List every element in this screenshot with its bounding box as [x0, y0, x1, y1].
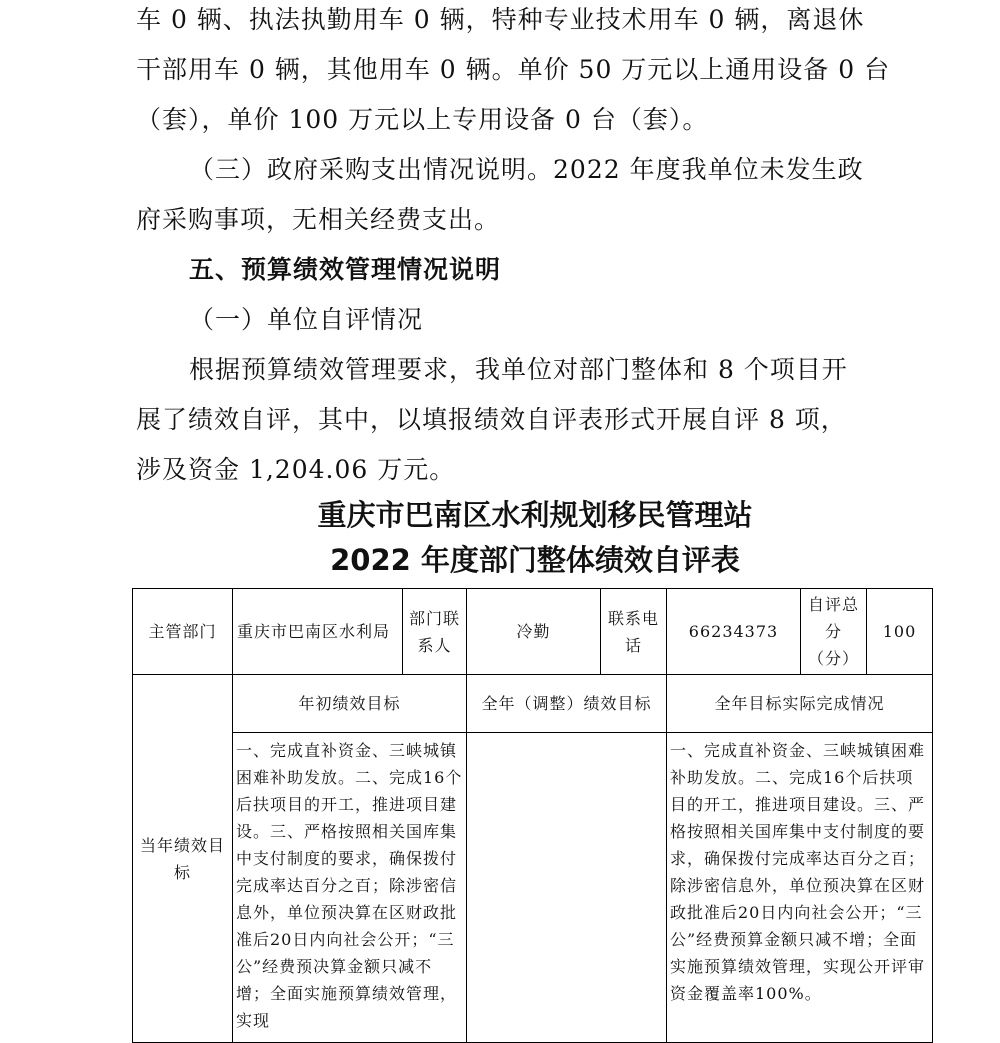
subsection-heading: （一）单位自评情况	[189, 305, 424, 334]
col-actual-header: 全年目标实际完成情况	[667, 675, 933, 733]
col-initial-header: 年初绩效目标	[233, 675, 467, 733]
paragraph-line-6: 根据预算绩效管理要求，我单位对部门整体和 8 个项目开	[189, 355, 848, 384]
dept-label-cell: 主管部门	[133, 589, 233, 675]
table-row-header	[133, 589, 933, 675]
contact-value-cell: 冷勤	[467, 589, 601, 675]
paragraph-line-2: 干部用车 0 辆，其他用车 0 辆。单价 50 万元以上通用设备 0 台	[136, 55, 891, 84]
paragraph-line-3: （套），单价 100 万元以上专用设备 0 台（套）。	[136, 105, 709, 134]
dept-value-cell: 重庆市巴南区水利局	[233, 589, 403, 675]
actual-completion-cell: 一、完成直补资金、三峡城镇困难补助发放。二、完成16个后扶项目的开工，推进项目建设。三、严格按照相关国库集中支付制度的要求，确保拨付完成率达百分之百；除涉密信息外，单位预决算在区财政批准后20日内向社会公开；“三公”经费预算金额只减不增；全面实施预算绩效管理，实现公开评审资金覆盖率100%。	[667, 733, 933, 1043]
table-title-line-2: 2022 年度部门整体绩效自评表	[330, 543, 740, 577]
table-title-line-1: 重庆市巴南区水利规划移民管理站	[317, 498, 753, 532]
phone-label-cell: 联系电话	[601, 589, 667, 675]
contact-label-cell: 部门联系人	[403, 589, 467, 675]
adjusted-goal-cell	[467, 733, 667, 1043]
score-label-cell: 自评总分（分）	[801, 589, 867, 675]
col-adjusted-header: 全年（调整）绩效目标	[467, 675, 667, 733]
score-value-cell: 100	[867, 589, 933, 675]
paragraph-line-4: （三）政府采购支出情况说明。2022 年度我单位未发生政	[189, 155, 864, 184]
table-row-goal-content	[133, 733, 933, 1043]
paragraph-line-5: 府采购事项，无相关经费支出。	[136, 205, 501, 234]
phone-value-cell: 66234373	[667, 589, 801, 675]
section-heading: 五、预算绩效管理情况说明	[189, 255, 502, 284]
paragraph-line-8: 涉及资金 1,204.06 万元。	[136, 455, 456, 484]
paragraph-line-1: 车 0 辆、执法执勤用车 0 辆，特种专业技术用车 0 辆，离退休	[136, 5, 865, 34]
initial-goal-cell: 一、完成直补资金、三峡城镇困难补助发放。二、完成16个后扶项目的开工，推进项目建设。三、严格按照相关国库集中支付制度的要求，确保拨付完成率达百分之百；除涉密信息外，单位预决算在区财政批准后20日内向社会公开；“三公”经费预决算金额只减不增；全面实施预算绩效管理，实现	[233, 733, 467, 1043]
goal-row-label-cell: 当年绩效目标	[133, 675, 233, 1043]
performance-table	[132, 588, 933, 1043]
table-row-goal-headers	[133, 675, 933, 733]
paragraph-line-7: 展了绩效自评，其中，以填报绩效自评表形式开展自评 8 项，	[136, 405, 847, 434]
